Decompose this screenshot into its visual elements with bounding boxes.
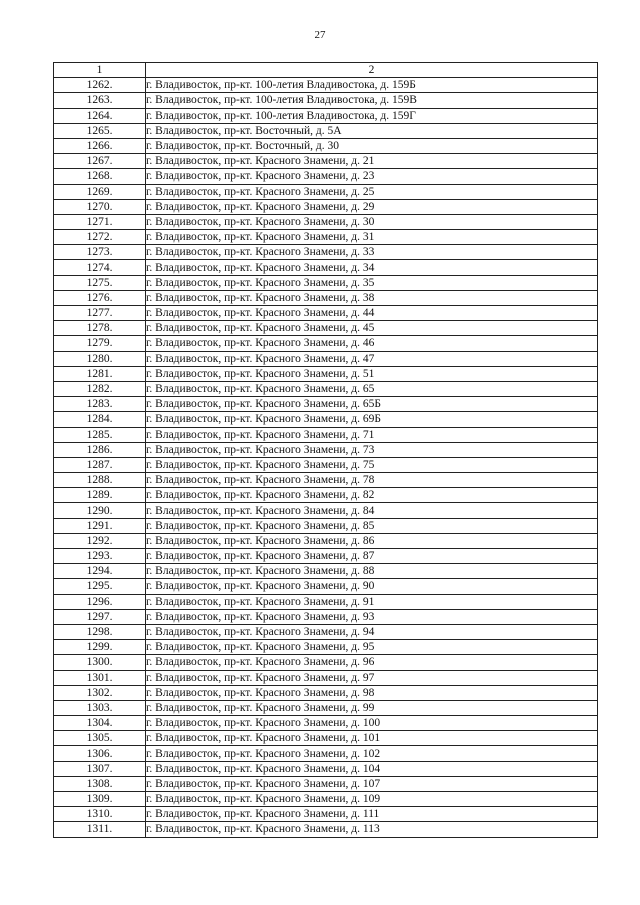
row-number: 1266. (54, 138, 146, 153)
table-row (54, 700, 598, 715)
row-number: 1283. (54, 397, 146, 412)
address-cell: г. Владивосток, пр-кт. Красного Знамени, д. 34 (146, 260, 598, 275)
address-cell: г. Владивосток, пр-кт. Красного Знамени, д. 44 (146, 306, 598, 321)
table-row (54, 427, 598, 442)
table-row (54, 503, 598, 518)
row-number: 1308. (54, 776, 146, 791)
address-cell: г. Владивосток, пр-кт. Красного Знамени, д. 86 (146, 533, 598, 548)
address-cell: г. Владивосток, пр-кт. Красного Знамени, д. 90 (146, 579, 598, 594)
column-header-address: 2 (146, 63, 598, 78)
table-body (54, 78, 598, 837)
row-number: 1304. (54, 716, 146, 731)
row-number: 1272. (54, 230, 146, 245)
address-cell: г. Владивосток, пр-кт. Красного Знамени, д. 73 (146, 442, 598, 457)
row-number: 1273. (54, 245, 146, 260)
address-cell: г. Владивосток, пр-кт. Красного Знамени, д. 88 (146, 564, 598, 579)
address-cell: г. Владивосток, пр-кт. Красного Знамени, д. 99 (146, 700, 598, 715)
table-row (54, 473, 598, 488)
row-number: 1291. (54, 518, 146, 533)
address-cell: г. Владивосток, пр-кт. Красного Знамени, д. 94 (146, 624, 598, 639)
row-number: 1278. (54, 321, 146, 336)
table-row (54, 609, 598, 624)
address-cell: г. Владивосток, пр-кт. Красного Знамени, д. 46 (146, 336, 598, 351)
table-row (54, 776, 598, 791)
address-cell: г. Владивосток, пр-кт. Красного Знамени, д. 91 (146, 594, 598, 609)
address-cell: г. Владивосток, пр-кт. Красного Знамени, д. 102 (146, 746, 598, 761)
row-number: 1264. (54, 108, 146, 123)
page-number: 27 (314, 29, 326, 41)
table-row (54, 245, 598, 260)
address-cell: г. Владивосток, пр-кт. Красного Знамени, д. 71 (146, 427, 598, 442)
row-number: 1303. (54, 700, 146, 715)
row-number: 1265. (54, 123, 146, 138)
table-row (54, 412, 598, 427)
table-row (54, 716, 598, 731)
row-number: 1275. (54, 275, 146, 290)
table-row (54, 366, 598, 381)
table-row (54, 381, 598, 396)
row-number: 1307. (54, 761, 146, 776)
address-cell: г. Владивосток, пр-кт. Красного Знамени, д. 107 (146, 776, 598, 791)
table-row (54, 306, 598, 321)
address-cell: г. Владивосток, пр-кт. Красного Знамени, д. 87 (146, 549, 598, 564)
address-cell: г. Владивосток, пр-кт. Восточный, д. 5А (146, 123, 598, 138)
row-number: 1262. (54, 78, 146, 93)
table-row (54, 351, 598, 366)
address-cell: г. Владивосток, пр-кт. Красного Знамени, д. 109 (146, 792, 598, 807)
table-row (54, 214, 598, 229)
table-row (54, 792, 598, 807)
address-cell: г. Владивосток, пр-кт. 100-летия Владивостока, д. 159В (146, 93, 598, 108)
table-header-row (54, 63, 598, 78)
column-header-number: 1 (54, 63, 146, 78)
table-row (54, 518, 598, 533)
row-number: 1297. (54, 609, 146, 624)
row-number: 1309. (54, 792, 146, 807)
row-number: 1267. (54, 154, 146, 169)
table-row (54, 564, 598, 579)
row-number: 1284. (54, 412, 146, 427)
table-row (54, 184, 598, 199)
table-row (54, 154, 598, 169)
table-row (54, 670, 598, 685)
row-number: 1287. (54, 457, 146, 472)
row-number: 1295. (54, 579, 146, 594)
table-row (54, 685, 598, 700)
table-row (54, 761, 598, 776)
row-number: 1290. (54, 503, 146, 518)
row-number: 1301. (54, 670, 146, 685)
table-row (54, 321, 598, 336)
row-number: 1298. (54, 624, 146, 639)
address-cell: г. Владивосток, пр-кт. 100-летия Владивостока, д. 159Г (146, 108, 598, 123)
address-cell: г. Владивосток, пр-кт. Красного Знамени, д. 101 (146, 731, 598, 746)
address-table (53, 62, 598, 838)
table-row (54, 169, 598, 184)
address-cell: г. Владивосток, пр-кт. Красного Знамени, д. 95 (146, 640, 598, 655)
table-row (54, 397, 598, 412)
table-row (54, 199, 598, 214)
address-cell: г. Владивосток, пр-кт. Красного Знамени, д. 25 (146, 184, 598, 199)
address-cell: г. Владивосток, пр-кт. Красного Знамени, д. 98 (146, 685, 598, 700)
address-cell: г. Владивосток, пр-кт. Красного Знамени, д. 35 (146, 275, 598, 290)
row-number: 1281. (54, 366, 146, 381)
row-number: 1286. (54, 442, 146, 457)
row-number: 1268. (54, 169, 146, 184)
row-number: 1279. (54, 336, 146, 351)
row-number: 1269. (54, 184, 146, 199)
table-row (54, 275, 598, 290)
row-number: 1293. (54, 549, 146, 564)
address-cell: г. Владивосток, пр-кт. Красного Знамени, д. 30 (146, 214, 598, 229)
table-row (54, 655, 598, 670)
address-cell: г. Владивосток, пр-кт. Красного Знамени, д. 78 (146, 473, 598, 488)
address-cell: г. Владивосток, пр-кт. Красного Знамени, д. 84 (146, 503, 598, 518)
address-cell: г. Владивосток, пр-кт. Красного Знамени, д. 23 (146, 169, 598, 184)
address-cell: г. Владивосток, пр-кт. Красного Знамени, д. 85 (146, 518, 598, 533)
row-number: 1277. (54, 306, 146, 321)
address-cell: г. Владивосток, пр-кт. Красного Знамени, д. 111 (146, 807, 598, 822)
address-cell: г. Владивосток, пр-кт. Красного Знамени, д. 97 (146, 670, 598, 685)
table-row (54, 822, 598, 837)
table-row (54, 123, 598, 138)
address-cell: г. Владивосток, пр-кт. Красного Знамени, д. 51 (146, 366, 598, 381)
table-row (54, 138, 598, 153)
row-number: 1294. (54, 564, 146, 579)
address-cell: г. Владивосток, пр-кт. Красного Знамени, д. 65Б (146, 397, 598, 412)
table-row (54, 442, 598, 457)
table-row (54, 640, 598, 655)
row-number: 1302. (54, 685, 146, 700)
table-row (54, 624, 598, 639)
table-row (54, 260, 598, 275)
row-number: 1296. (54, 594, 146, 609)
row-number: 1276. (54, 290, 146, 305)
table-row (54, 457, 598, 472)
address-cell: г. Владивосток, пр-кт. Красного Знамени, д. 82 (146, 488, 598, 503)
table-row (54, 746, 598, 761)
address-cell: г. Владивосток, пр-кт. Красного Знамени, д. 31 (146, 230, 598, 245)
table-row (54, 93, 598, 108)
address-cell: г. Владивосток, пр-кт. Красного Знамени, д. 75 (146, 457, 598, 472)
address-cell: г. Владивосток, пр-кт. Красного Знамени, д. 29 (146, 199, 598, 214)
address-cell: г. Владивосток, пр-кт. Красного Знамени, д. 47 (146, 351, 598, 366)
address-cell: г. Владивосток, пр-кт. Красного Знамени, д. 93 (146, 609, 598, 624)
row-number: 1300. (54, 655, 146, 670)
row-number: 1271. (54, 214, 146, 229)
table-row (54, 549, 598, 564)
table-row (54, 108, 598, 123)
row-number: 1263. (54, 93, 146, 108)
address-cell: г. Владивосток, пр-кт. 100-летия Владивостока, д. 159Б (146, 78, 598, 93)
row-number: 1299. (54, 640, 146, 655)
table-row (54, 336, 598, 351)
row-number: 1282. (54, 381, 146, 396)
address-cell: г. Владивосток, пр-кт. Восточный, д. 30 (146, 138, 598, 153)
table-row (54, 594, 598, 609)
row-number: 1310. (54, 807, 146, 822)
address-cell: г. Владивосток, пр-кт. Красного Знамени, д. 33 (146, 245, 598, 260)
row-number: 1306. (54, 746, 146, 761)
address-cell: г. Владивосток, пр-кт. Красного Знамени, д. 38 (146, 290, 598, 305)
row-number: 1274. (54, 260, 146, 275)
table-row (54, 579, 598, 594)
address-cell: г. Владивосток, пр-кт. Красного Знамени, д. 45 (146, 321, 598, 336)
address-cell: г. Владивосток, пр-кт. Красного Знамени, д. 69Б (146, 412, 598, 427)
table-row (54, 290, 598, 305)
table-row (54, 533, 598, 548)
table-row (54, 807, 598, 822)
row-number: 1289. (54, 488, 146, 503)
address-cell: г. Владивосток, пр-кт. Красного Знамени, д. 65 (146, 381, 598, 396)
table-row (54, 731, 598, 746)
row-number: 1292. (54, 533, 146, 548)
address-cell: г. Владивосток, пр-кт. Красного Знамени, д. 100 (146, 716, 598, 731)
row-number: 1280. (54, 351, 146, 366)
row-number: 1305. (54, 731, 146, 746)
address-cell: г. Владивосток, пр-кт. Красного Знамени, д. 113 (146, 822, 598, 837)
row-number: 1311. (54, 822, 146, 837)
row-number: 1270. (54, 199, 146, 214)
table-header (54, 63, 598, 78)
address-cell: г. Владивосток, пр-кт. Красного Знамени, д. 96 (146, 655, 598, 670)
address-cell: г. Владивосток, пр-кт. Красного Знамени, д. 21 (146, 154, 598, 169)
table-row (54, 78, 598, 93)
address-cell: г. Владивосток, пр-кт. Красного Знамени, д. 104 (146, 761, 598, 776)
table-row (54, 488, 598, 503)
table-row (54, 230, 598, 245)
row-number: 1288. (54, 473, 146, 488)
row-number: 1285. (54, 427, 146, 442)
